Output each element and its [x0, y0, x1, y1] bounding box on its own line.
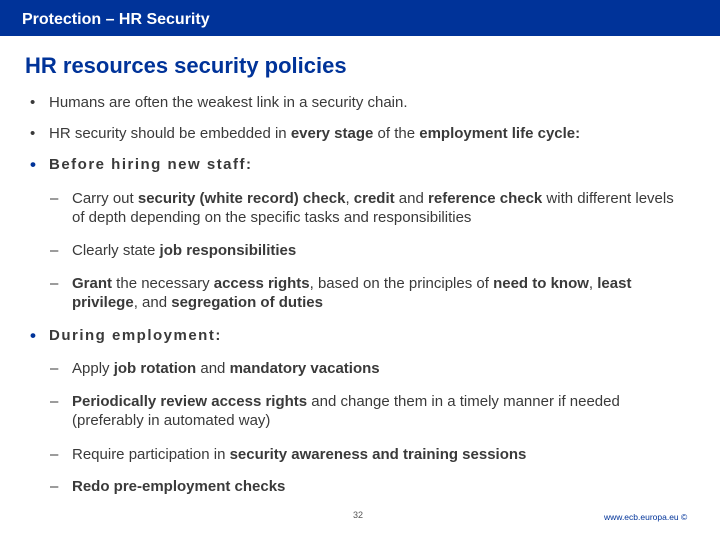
- header-title: Protection – HR Security: [22, 11, 210, 28]
- page-number: 32: [353, 510, 364, 520]
- sub-item: [50, 445, 690, 464]
- bullet-marker: •: [30, 326, 36, 345]
- bullet-item: [30, 124, 580, 143]
- bullet-item: [30, 93, 408, 112]
- bullet-marker: •: [30, 155, 36, 174]
- emphasis: employment life cycle:: [419, 125, 581, 142]
- dash-marker: –: [50, 393, 59, 410]
- dash-marker: –: [50, 242, 59, 259]
- sub-item-text: Carry out security (white record) check, credit and reference check with different levels of depth depending on the specific tasks and responsibilities: [72, 190, 674, 226]
- sub-item: [50, 189, 690, 227]
- sub-item-text: Apply job rotation and mandatory vacations: [72, 360, 380, 377]
- sub-item: [50, 477, 690, 496]
- page-title: HR resources security policies: [25, 53, 347, 78]
- dash-marker: –: [50, 446, 59, 463]
- dash-marker: –: [50, 478, 59, 495]
- sub-item-text: Redo pre-employment checks: [72, 478, 286, 495]
- sub-item: [50, 241, 690, 260]
- bullet-marker: •: [30, 94, 36, 111]
- bullet-heading: [30, 326, 222, 345]
- dash-marker: –: [50, 275, 59, 292]
- sub-item-text: Grant the necessary access rights, based on the principles of need to know, least privilege, and segregation of duties: [72, 275, 632, 311]
- bullet-text: Humans are often the weakest link in a security chain.: [49, 94, 408, 111]
- emphasis: every stage: [290, 125, 374, 142]
- bullet-heading-text: Before hiring new staff:: [49, 156, 253, 173]
- footer-url: www.ecb.europa.eu ©: [604, 512, 688, 522]
- bullet-marker: •: [30, 125, 36, 142]
- bullet-heading-text: During employment:: [49, 327, 222, 344]
- bullet-heading: [30, 155, 253, 174]
- sub-item: [50, 274, 690, 312]
- bullet-text: HR security should be embedded in every stage of the employment life cycle:: [49, 125, 581, 142]
- header-bar: [0, 0, 720, 36]
- dash-marker: –: [50, 360, 59, 377]
- sub-item-text: Periodically review access rights and change them in a timely manner if needed (preferably in automated way): [72, 393, 620, 429]
- sub-item: [50, 392, 690, 430]
- sub-item-text: Require participation in security awareness and training sessions: [72, 446, 527, 463]
- dash-marker: –: [50, 190, 59, 207]
- sub-item: [50, 359, 690, 378]
- sub-item-text: Clearly state job responsibilities: [72, 242, 297, 259]
